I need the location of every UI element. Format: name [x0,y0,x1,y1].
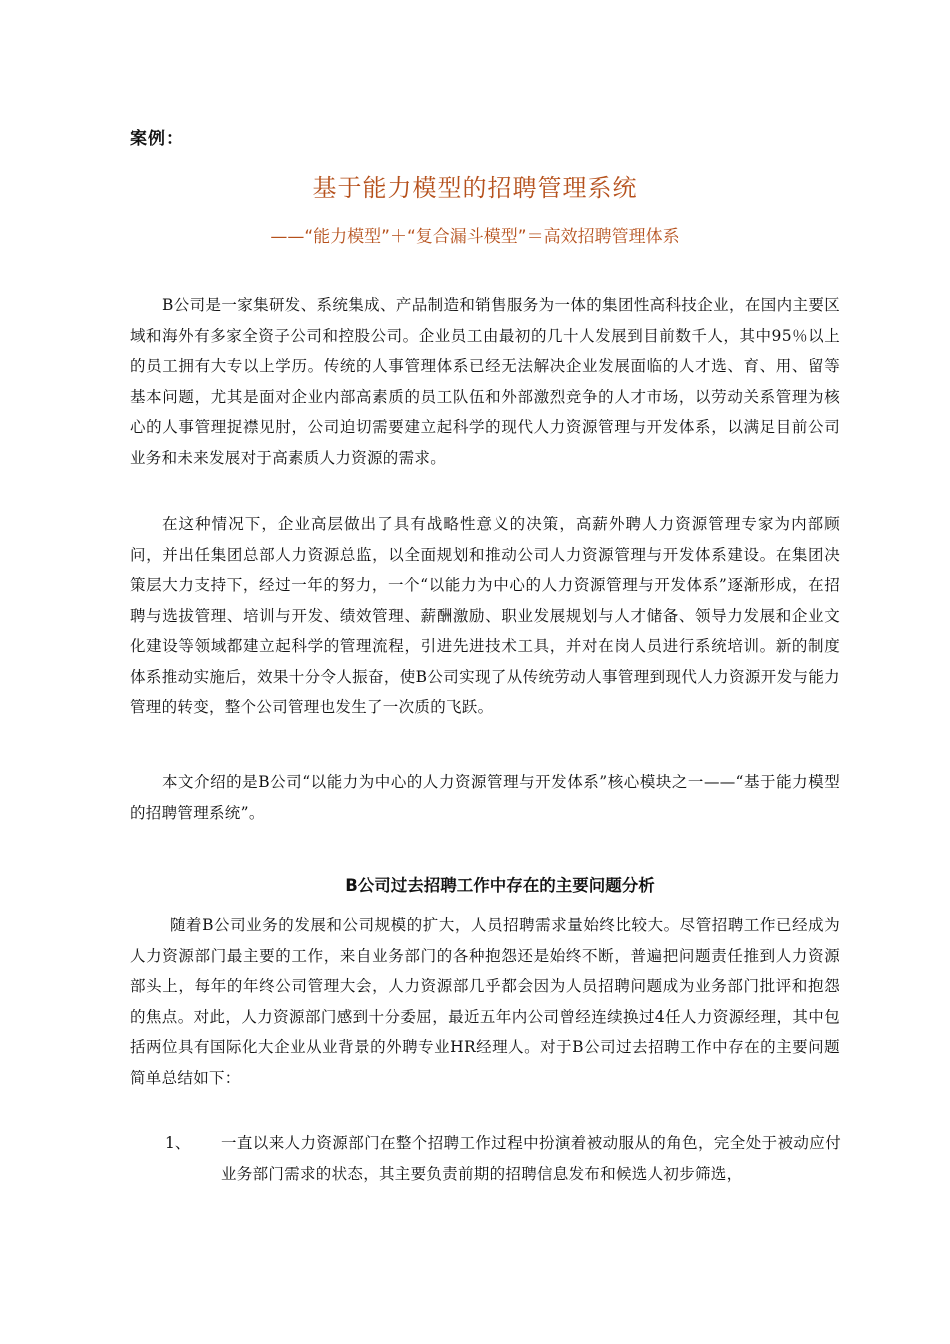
section-heading: B公司过去招聘工作中存在的主要问题分析 [345,876,655,895]
intro-paragraph-1: B公司是一家集研发、系统集成、产品制造和销售服务为一体的集团性高科技企业，在国内主要区域和海外有多家全资子公司和控股公司。企业员工由最初的几十人发展到目前数千人，其中95％以上的员工拥有大专以上学历。传统的人事管理体系已经无法解决企业发展面临的人才选、育、用、留等基本问题，尤其是面对企业内部高素质的员工队伍和外部激烈竞争的人才市场，以劳动关系管理为核心的人事管理捉襟见肘，公司迫切需要建立起科学的现代人力资源管理与开发体系，以满足目前公司业务和未来发展对于高素质人力资源的需求。 [130,296,840,467]
list-item-number: 1、 [165,1134,191,1152]
section-paragraph: 随着B公司业务的发展和公司规模的扩大，人员招聘需求量始终比较大。尽管招聘工作已经成为人力资源部门最主要的工作，来自业务部门的各种抱怨还是始终不断，普遍把问题责任推到人力资源部头上，每年的年终公司管理大会，人力资源部几乎都会因为人员招聘问题成为业务部门批评和抱怨的焦点。对此，人力资源部门感到十分委屈，最近五年内公司曾经连续换过4任人力资源经理，其中包括两位具有国际化大企业从业背景的外聘专业HR经理人。对于B公司过去招聘工作中存在的主要问题简单总结如下： [130,916,840,1087]
intro-paragraph-3: 本文介绍的是B公司“以能力为中心的人力资源管理与开发体系”核心模块之一——“基于能力模型的招聘管理系统”。 [130,773,840,822]
document-title: 基于能力模型的招聘管理系统 [312,174,638,202]
case-label: 案例： [130,129,184,149]
document-subtitle: ——“能力模型”＋“复合漏斗模型”＝高效招聘管理体系 [270,227,680,247]
intro-paragraph-2: 在这种情况下，企业高层做出了具有战略性意义的决策，高薪外聘人力资源管理专家为内部顾问，并出任集团总部人力资源总监，以全面规划和推动公司人力资源管理与开发体系建设。在集团决策层大力支持下，经过一年的努力，一个“以能力为中心的人力资源管理与开发体系”逐渐形成，在招聘与选拔管理、培训与开发、绩效管理、薪酬激励、职业发展规划与人才储备、领导力发展和企业文化建设等领域都建立起科学的管理流程，引进先进技术工具，并对在岗人员进行系统培训。新的制度体系推动实施后，效果十分令人振奋，使B公司实现了从传统劳动人事管理到现代人力资源开发与能力管理的转变，整个公司管理也发生了一次质的飞跃。 [130,515,840,716]
list-item-text: 一直以来人力资源部门在整个招聘工作过程中扮演着被动服从的角色，完全处于被动应付业务部门需求的状态，其主要负责前期的招聘信息发布和候选人初步筛选， [221,1134,841,1183]
